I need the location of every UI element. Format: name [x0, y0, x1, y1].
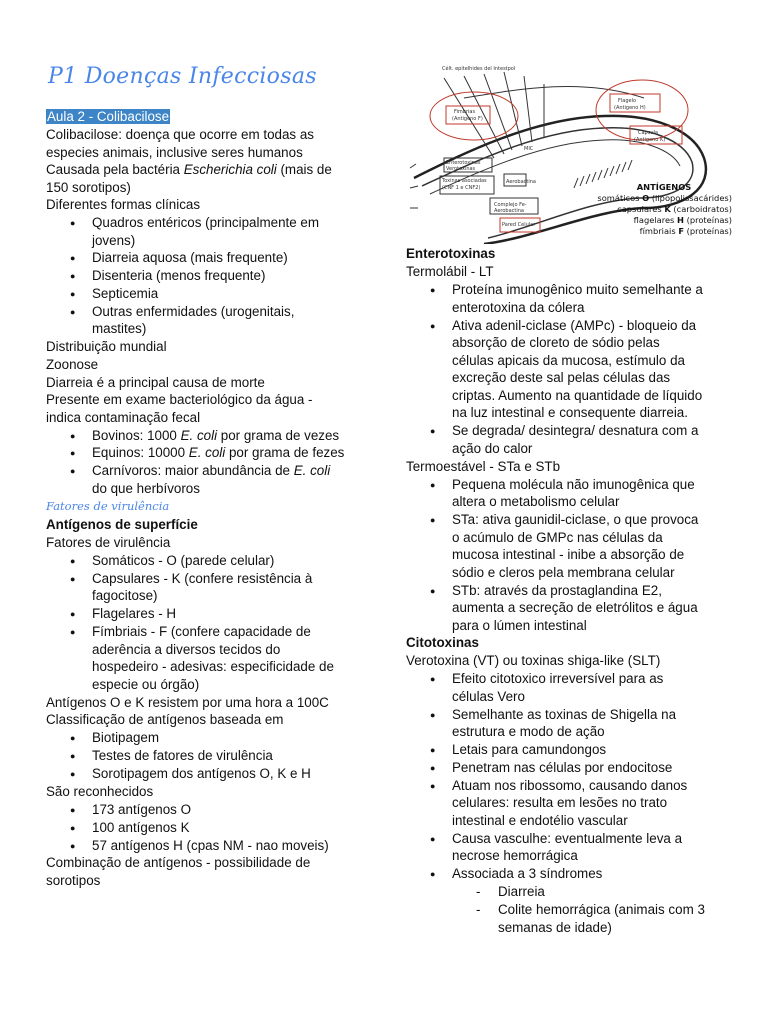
svg-text:Célt. epitelhides del Intestpo: Célt. epitelhides del Intestpol — [442, 66, 516, 72]
list-item-cont: hospedeiro - adesivas: especificidade de — [92, 659, 334, 674]
svg-text:(Antigeno K): (Antigeno K) — [634, 137, 666, 143]
list-item: ● Carnívoros: maior abundância de E. coli — [46, 462, 330, 480]
list-item-cont: enterotoxina da cólera — [452, 299, 585, 315]
list-item-cont: absorção de cloreto de sódio pelas — [452, 335, 660, 350]
svg-text:Flagelo: Flagelo — [618, 98, 637, 104]
list-item: ● Se degrada/ desintegra/ desnatura com a — [406, 422, 698, 440]
list-item-cont: excreção deste sal pelas células das — [452, 370, 671, 385]
sub-list-item: - Diarreia — [406, 883, 545, 901]
list-item-cont: jovens) — [92, 232, 136, 248]
svg-text:Aerobactina: Aerobactina — [494, 208, 524, 214]
list-item-cont: aumenta a secreção de eletrólitos e água — [452, 600, 698, 615]
text-line: Distribuição mundial — [46, 339, 167, 354]
list-item: ● Letais para camundongos — [406, 741, 606, 759]
legend-item: capsulares K (carboidratos) — [617, 204, 732, 214]
list-item: ● Outras enfermidades (urogenitais, — [46, 303, 294, 321]
list-item-cont: especie ou órgão) — [92, 676, 200, 692]
list-item: ● 57 antígenos H (cpas NM - nao moveis) — [46, 837, 329, 855]
svg-text:Fimbrias: Fimbrias — [454, 109, 476, 115]
bold-heading: Citotoxinas — [406, 635, 479, 650]
list-item: ● Efeito citotoxico irreversível para as — [406, 670, 663, 688]
page-title: P1 Doenças Infecciosas — [48, 64, 317, 89]
text-line: Classificação de antígenos baseada em — [46, 712, 284, 727]
svg-text:Enterotoxinas: Enterotoxinas — [446, 160, 481, 166]
text-line: Fatores de virulência — [46, 534, 171, 550]
svg-text:Verotoxinas: Verotoxinas — [446, 166, 476, 172]
list-item: ● Equinos: 10000 E. coli por grama de fezes — [46, 444, 344, 462]
text-line: 150 sorotipos) — [46, 179, 131, 195]
svg-text:(Antigeno F): (Antigeno F) — [452, 116, 483, 122]
list-item: ● Septicemia — [46, 285, 158, 303]
legend-item: flagelares H (proteínas) — [633, 215, 732, 225]
list-item: ● Causa vasculhe: eventualmente leva a — [406, 830, 682, 848]
svg-text:Aerobactina: Aerobactina — [506, 179, 536, 185]
text-line: indica contaminação fecal — [46, 409, 201, 425]
list-item: ● Sorotipagem dos antígenos O, K e H — [46, 765, 311, 783]
text-line: sorotipos — [46, 872, 101, 888]
list-item: ● 173 antígenos O — [46, 801, 191, 819]
list-item: ● Disenteria (menos frequente) — [46, 267, 265, 285]
list-item-cont: fagocitose) — [92, 588, 158, 603]
list-item-cont: estrutura e modo de ação — [452, 724, 605, 739]
svg-text:Complejo Fe-: Complejo Fe- — [494, 202, 527, 208]
list-item-cont: células apicais da mucosa, estímulo da — [452, 352, 685, 368]
bold-heading: Enterotoxinas — [406, 246, 496, 261]
list-item-cont: o acúmulo de GMPc nas células da — [452, 529, 663, 545]
list-item-cont: para o lúmen intestinal — [452, 617, 587, 633]
list-item: ● Biotipagem — [46, 729, 159, 747]
svg-text:(Antigeno H): (Antigeno H) — [614, 105, 646, 111]
list-item-cont: do que herbívoros — [92, 480, 200, 496]
list-item: ● Penetram nas células por endocitose — [406, 759, 672, 777]
list-item-cont: mucosa intestinal - inibe a absorção de — [452, 547, 685, 562]
list-item: ● Semelhante as toxinas de Shigella na — [406, 706, 676, 724]
list-item: ● 100 antígenos K — [46, 819, 190, 837]
legend-heading: ANTÍGENOS — [636, 182, 692, 192]
legend-item: fímbriais F (proteínas) — [639, 226, 732, 236]
bold-heading: Antígenos de superfície — [46, 517, 198, 532]
list-item-cont: criptas. Aumento na quantidade de líquido — [452, 387, 703, 403]
svg-text:(CNF 1 e CNF2): (CNF 1 e CNF2) — [442, 185, 481, 191]
list-item: ● Quadros entéricos (principalmente em — [46, 214, 319, 232]
list-item-cont: sódio e cleros pela membrana celular — [452, 564, 675, 580]
list-item: ● Pequena molécula não imunogênica que — [406, 476, 695, 494]
text-line: Diferentes formas clínicas — [46, 197, 201, 212]
list-item-cont: necrose hemorrágica — [452, 848, 578, 863]
text-line: Termolábil - LT — [406, 264, 494, 279]
legend-item: somáticos O (lipopolissacárides) — [597, 193, 732, 203]
text-line: especies animais, inclusive seres humanos — [46, 144, 303, 160]
text-line: Diarreia é a principal causa de morte — [46, 374, 265, 390]
text-line: Colibacilose: doença que ocorre em todas as — [46, 127, 314, 142]
subsection-heading: Fatores de virulência — [46, 499, 170, 513]
text-line: Causada pela bactéria Escherichia coli (mais de — [46, 162, 332, 177]
list-item-cont: intestinal e endotélio vascular — [452, 812, 628, 828]
text-line: Combinação de antígenos - possibilidade de — [46, 855, 311, 870]
svg-text:Pared Celular: Pared Celular — [502, 222, 536, 228]
svg-text:Toxinas asociadas: Toxinas asociadas — [442, 178, 487, 184]
section-heading-aula: Aula 2 - Colibacilose — [47, 109, 170, 124]
text-line: Antígenos O e K resistem por uma hora a 100C — [46, 694, 329, 710]
list-item-cont: ação do calor — [452, 440, 533, 456]
list-item-cont: mastites) — [92, 321, 147, 336]
list-item: ● Fímbriais - F (confere capacidade de — [46, 623, 311, 641]
list-item: ● Associada a 3 síndromes — [406, 865, 602, 883]
sub-list-item-cont: semanas de idade) — [498, 919, 612, 935]
list-item: ● STa: ativa gaunidil-ciclase, o que provoca — [406, 511, 698, 529]
list-item: ● Proteína imunogênico muito semelhante a — [406, 281, 703, 299]
svg-text:Cápsula: Cápsula — [638, 130, 658, 136]
list-item: ● Capsulares - K (confere resistência à — [46, 570, 312, 588]
list-item: ● Testes de fatores de virulência — [46, 747, 273, 765]
list-item: ● Atuam nos ribossomo, causando danos — [406, 777, 687, 795]
list-item: ● Somáticos - O (parede celular) — [46, 552, 274, 570]
text-line: Termoestável - STa e STb — [406, 458, 561, 474]
text-line: São reconhecidos — [46, 783, 154, 799]
list-item-cont: aderência a diversos tecidos do — [92, 641, 281, 657]
list-item: ● Bovinos: 1000 E. coli por grama de vezes — [46, 427, 339, 445]
list-item-cont: células Vero — [452, 688, 525, 704]
list-item-cont: altera o metabolismo celular — [452, 494, 620, 509]
list-item-cont: celulares: resulta em lesões no trato — [452, 795, 668, 810]
sub-list-item: - Colite hemorrágica (animais com 3 — [406, 901, 705, 919]
list-item: ● STb: através da prostaglandina E2, — [406, 582, 662, 600]
list-item: ● Ativa adenil-ciclase (AMPc) - bloqueio da — [406, 317, 696, 335]
list-item: ● Flagelares - H — [46, 605, 176, 623]
antigen-legend — [566, 182, 732, 237]
svg-text:MIC: MIC — [524, 146, 534, 152]
list-item-cont: na luz intestinal e consequente diarreia. — [452, 405, 688, 420]
list-item: ● Diarreia aquosa (mais frequente) — [46, 249, 288, 267]
text-line: Verotoxina (VT) ou toxinas shiga-like (SLT) — [406, 653, 661, 668]
text-line: Presente em exame bacteriológico da água - — [46, 392, 313, 407]
text-line: Zoonose — [46, 357, 99, 372]
